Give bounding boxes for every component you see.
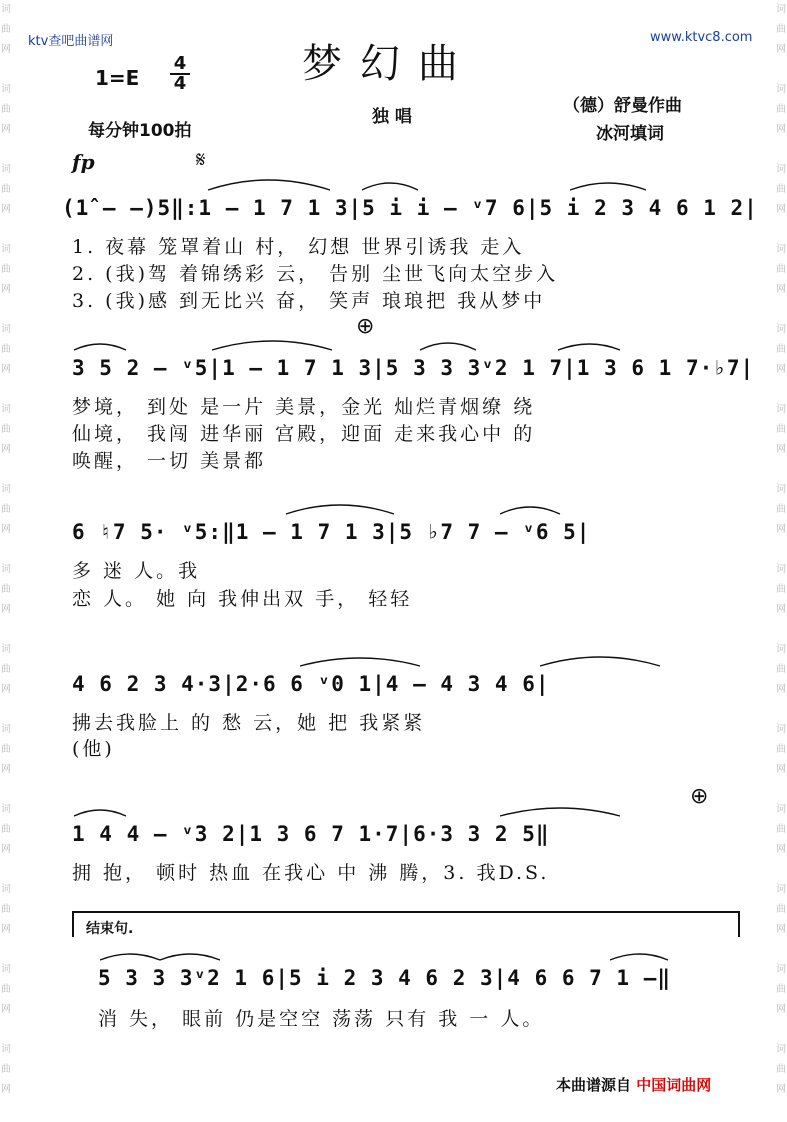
notation-line: (1̂ — —)5‖:1 — 1 7 1 3|5 i i — ᵛ7 6|5 i 2 3 4 6 1 2| [62,196,758,220]
lyric-line: 2. (我)驾 着锦绣彩 云， 告别 尘世飞向太空步入 [72,263,559,285]
lyric-line: 1. 夜幕 笼罩着山 村， 幻想 世界引诱我 走入 [72,236,525,258]
notation-line: 4 6 2 3 4·3|2·6 6 ᵛ0 1|4 — 4 3 4 6| [72,672,550,696]
performance-type: 独 唱 [372,107,412,127]
source-link[interactable]: 中国词曲网 [636,1076,712,1094]
site-url-right: www.ktvc8.com [650,30,753,45]
lyric-line: 3. (我)感 到无比兴 奋， 笑声 琅琅把 我从梦中 [72,290,546,312]
key-signature: 1=E [95,66,140,90]
lyricist: 冰河填词 [596,124,664,144]
side-watermark-left: 词 曲 网 词 曲 网 词 曲 网 词 曲 网 词 曲 网 词 曲 网 词 曲 网 词 曲 网 词 曲 网 词 曲 网 词 曲 网 词 曲 网 词 曲 网 词 曲 网 [1,4,11,1095]
coda-icon: ⊕ [356,314,375,339]
lyric-line: 拂去我脸上 的 愁 云，她 把 我紧紧 [72,712,426,734]
notation-line: 1 4 4 — ᵛ3 2|1 3 6 7 1·7|6·3 3 2 5‖ [72,822,550,846]
lyric-line: 恋 人。 她 向 我伸出双 手， 轻轻 [72,588,413,610]
segno-icon: 𝄋 [196,148,206,173]
ending-bracket-left [72,911,74,937]
lyric-line: (他) [72,738,115,760]
site-name-left: ktv查吧曲谱网 [28,34,114,49]
ending-bracket [72,911,740,913]
time-signature: 4 4 [170,55,190,93]
ending-label: 结束句. [86,921,134,937]
lyric-line: 梦境， 到处 是一片 美景，金光 灿烂青烟缭 绕 [72,396,536,418]
lyric-line: 唤醒， 一切 美景都 [72,450,267,472]
source-prefix: 本曲谱源自 [556,1076,632,1094]
coda-icon: ⊕ [690,784,709,809]
notation-line: 6 ♮7 5· ᵛ5:‖1 — 1 7 1 3|5 ♭7 7 — ᵛ6 5| [72,520,591,544]
source-credit [556,1074,711,1095]
lyric-line: 消 失， 眼前 仍是空空 荡荡 只有 我 一 人。 [98,1008,545,1030]
song-title: 梦幻曲 [302,41,476,87]
lyric-line: 多 迷 人。我 [72,560,201,582]
lyric-line: 仙境， 我闯 进华丽 宫殿，迎面 走来我心中 的 [72,423,536,445]
tempo: 每分钟100拍 [88,121,192,141]
dynamic-marking: fp [72,150,95,174]
ending-bracket-right [738,911,740,937]
notation-line: 5 3 3 3ᵛ2 1 6|5 i 2 3 4 6 2 3|4 6 6 7 1 —‖ [98,966,672,990]
lyric-line: 拥 抱， 顿时 热血 在我心 中 沸 腾，3. 我D.S. [72,862,550,884]
composer: （德）舒曼作曲 [563,96,682,116]
notation-line: 3 5 2 — ᵛ5|1 — 1 7 1 3|5 3 3 3ᵛ2 1 7|1 3 6 1 7·♭7| [72,356,755,380]
side-watermark-right: 词 曲 网 词 曲 网 词 曲 网 词 曲 网 词 曲 网 词 曲 网 词 曲 网 词 曲 网 词 曲 网 词 曲 网 词 曲 网 词 曲 网 词 曲 网 词 曲 网 [776,4,786,1095]
